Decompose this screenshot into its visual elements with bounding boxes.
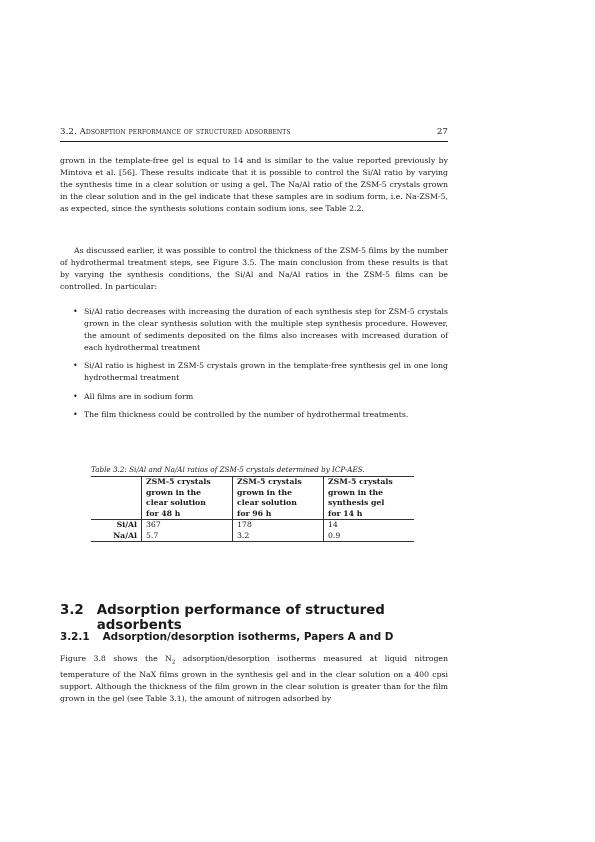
list-item xyxy=(60,391,448,403)
column-header: ZSM-5 crystals grown in the clear solution for 48 h xyxy=(142,477,233,520)
row-label: Si/Al xyxy=(91,520,142,531)
ratio-table xyxy=(91,476,414,542)
bullet-icon: • xyxy=(73,361,78,371)
page-number: 27 xyxy=(436,127,448,137)
column-header: ZSM-5 crystals grown in the clear solution for 96 h xyxy=(233,477,324,520)
subsection-number: 3.2.1 xyxy=(60,631,90,643)
subscript: 2 xyxy=(171,659,176,666)
table-cell: 0.9 xyxy=(324,531,415,542)
table-cell: 178 xyxy=(233,520,324,531)
bullet-icon: • xyxy=(73,307,78,316)
column-header: ZSM-5 crystals grown in the synthesis gel for 14 h xyxy=(324,477,415,520)
paragraph-3: Figure 3.8 shows the $N_2$ adsorption/desorption isotherms measured at liquid nitrogen temperature of the NaX films grown in the synthesis gel and in the clear solution on a 400 cpsi support. Although the thickness of the film grown in the clear solution is greater than for the film grown in the gel (see Table 3.1), the amount of nitrogen adsorbed by xyxy=(60,654,449,703)
bullet-text: The film thickness could be controlled by the number of hydrothermal treatments. xyxy=(84,409,409,419)
section-number: 3.2 xyxy=(60,603,84,618)
row-label: Na/Al xyxy=(91,531,142,542)
table-row xyxy=(91,520,414,531)
paragraph-1: grown in the template-free gel is equal to 14 and is similar to the value reported previously by Mintova et al. [56]. These results indicate that it is possible to control the Si/Al ratio by varying the synthesis time in a clear solution or using a gel. The Na/Al ratio of the ZSM-5 crystals grown in the clear solution and in the gel indicate that these samples are in sodium form, i.e. Na-ZSM-5, as expected, since the synthesis solutions contain sodium ions, see Table 2.2. xyxy=(60,156,448,214)
bullet-icon: • xyxy=(73,391,78,401)
table-caption: Table 3.2: Si/Al and Na/Al ratios of ZSM-5 crystals determined by ICP-AES. xyxy=(91,465,365,474)
list-item xyxy=(60,409,448,421)
section-heading xyxy=(60,603,460,633)
bullet-text: All films are in sodium form xyxy=(84,391,194,401)
subsection-heading xyxy=(60,631,460,643)
list-item xyxy=(60,360,448,384)
table-header-row xyxy=(91,477,414,520)
table-row xyxy=(91,531,414,542)
table-cell: 14 xyxy=(324,520,415,531)
list-item xyxy=(60,306,448,354)
table-corner-cell xyxy=(91,477,142,520)
section-title: Adsorption performance of structured adsorbents xyxy=(96,603,385,633)
bullet-text: Si/Al ratio decreases with increasing the duration of each synthesis step for ZSM-5 crystals grown in the clear synthesis solution with the multiple step synthesis procedure. However, the amount of sediments deposited on the films also increases with increased duration of each hydrothermal treatment xyxy=(84,307,448,353)
paragraph-2: As discussed earlier, it was possible to control the thickness of the ZSM-5 films by the number of hydrothermal treatment steps, see Figure 3.5. The main conclusion from these results is that by varying the synthesis conditions, the Si/Al and Na/Al ratios in the ZSM-5 films can be controlled. In particular: xyxy=(60,246,448,292)
bullet-text: Si/Al ratio is highest in ZSM-5 crystals grown in the template-free synthesis gel in one long hydrothermal treatment xyxy=(84,361,448,383)
table-cell: 5.7 xyxy=(142,531,233,542)
running-header xyxy=(60,127,448,137)
bullet-icon: • xyxy=(73,409,78,419)
header-section-title: 3.2. Adsorption performance of structured adsorbents xyxy=(60,127,291,137)
table-cell: 367 xyxy=(142,520,233,531)
subsection-title: Adsorption/desorption isotherms, Papers A and D xyxy=(102,631,394,643)
header-rule xyxy=(60,141,448,142)
table-cell: 3.2 xyxy=(233,531,324,542)
bullet-list xyxy=(60,306,448,427)
